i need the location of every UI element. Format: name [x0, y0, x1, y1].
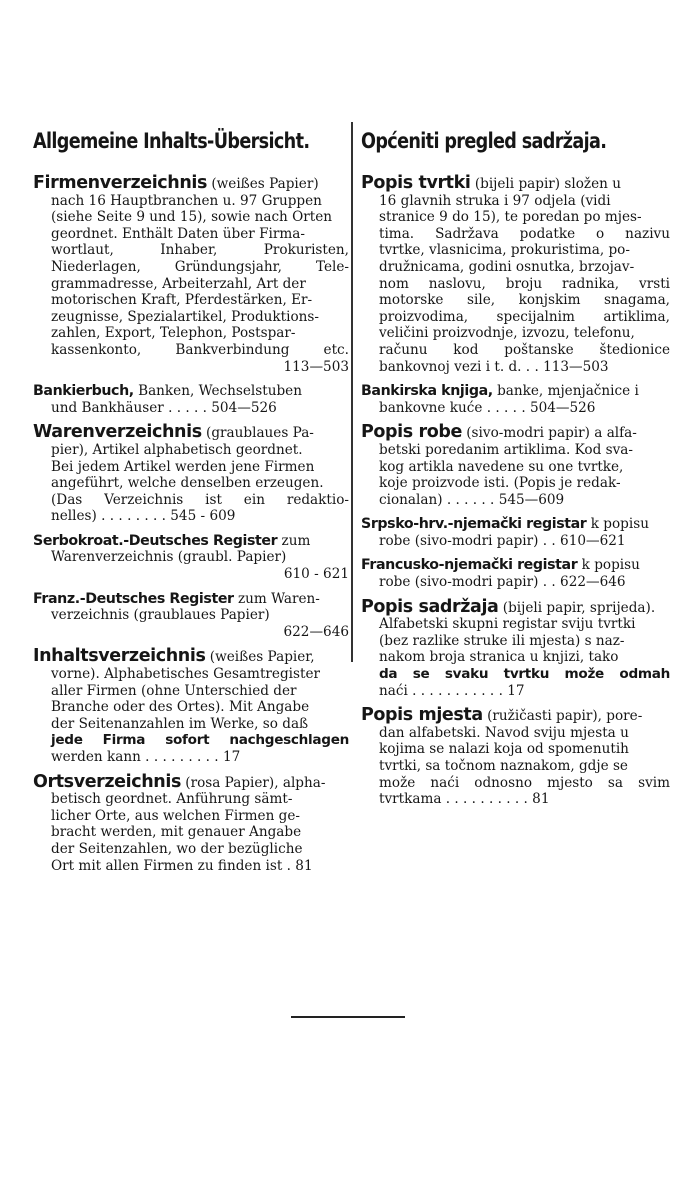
toc-text: und Bankhäuser . . . . . 504—526 — [51, 399, 277, 416]
toc-text: (rosa Papier), alpha- — [180, 774, 326, 791]
toc-term: Inhaltsverzeichnis — [33, 646, 206, 667]
toc-text: dan alfabetski. Navod sviju mjesta u — [379, 724, 629, 741]
toc-text: 16 glavnih struka i 97 odjela (vidi — [379, 192, 611, 209]
toc-line — [33, 716, 349, 733]
toc-line — [361, 758, 670, 775]
toc-line — [361, 359, 670, 376]
toc-line — [361, 666, 670, 683]
toc-text: 113—503 — [283, 358, 349, 375]
toc-text: (sivo-modri papir) a alfa- — [461, 425, 637, 442]
left-column-german — [33, 128, 349, 882]
toc-line — [361, 442, 670, 459]
toc-term: Popis sadržaja — [361, 596, 499, 617]
toc-line — [361, 276, 670, 293]
toc-text: aller Firmen (ohne Unterschied der — [51, 682, 297, 699]
toc-line — [33, 607, 349, 624]
toc-text: može naći odnosno mjesto sa svim — [379, 774, 670, 791]
toc-text: bracht werden, mit genauer Angabe — [51, 824, 302, 841]
toc-text: zeugnisse, Spezialartikel, Produktions- — [51, 308, 319, 325]
toc-text: tima. Sadržava podatke o nazivu — [379, 225, 670, 242]
toc-term: Popis robe — [361, 422, 462, 443]
toc-term: Firmenverzeichnis — [33, 173, 208, 193]
toc-text: (bijeli papir, sprijeda). — [498, 599, 656, 616]
toc-text: Branche oder des Ortes). Mit Angabe — [51, 699, 310, 716]
toc-line — [361, 475, 670, 492]
toc-entry — [33, 648, 349, 765]
toc-text: kog artikla navedene su one tvrtke, — [379, 458, 624, 475]
toc-text: k popisu — [577, 557, 640, 574]
toc-text: nakom broja stranica u knjizi, tako — [379, 649, 619, 666]
toc-text: zahlen, Export, Telephon, Postspar- — [51, 325, 296, 342]
toc-line — [361, 309, 670, 326]
toc-text: grammadresse, Arbeiterzahl, Art der — [51, 275, 306, 292]
toc-text: tvrtkama . . . . . . . . . . 81 — [379, 791, 550, 808]
toc-line — [33, 841, 349, 858]
toc-text: 610 - 621 — [283, 566, 349, 583]
toc-line — [33, 808, 349, 825]
toc-text: nelles) . . . . . . . . 545 - 609 — [51, 508, 236, 525]
toc-text: betisch geordnet. Anführung sämt- — [51, 791, 293, 808]
toc-line — [33, 791, 349, 808]
toc-line — [33, 242, 349, 259]
toc-line — [33, 442, 349, 459]
toc-entry — [33, 771, 349, 875]
toc-text: Alfabetski skupni registar sviju tvrtki — [379, 616, 636, 633]
footer-rule — [291, 1016, 405, 1018]
toc-line — [361, 325, 670, 342]
toc-line — [361, 400, 670, 417]
toc-line — [361, 259, 670, 276]
toc-line — [33, 492, 349, 509]
toc-text: zum — [277, 532, 311, 549]
toc-text: nom naslovu, broju radnika, vrsti — [379, 275, 670, 292]
toc-line — [361, 791, 670, 808]
toc-text: motorske sile, konjskim snagama, — [379, 292, 670, 309]
toc-text: koje proizvode isti. (Popis je redak- — [379, 475, 621, 492]
toc-line — [361, 741, 670, 758]
toc-entry — [361, 596, 670, 700]
toc-text: Bei jedem Artikel werden jene Firmen — [51, 458, 315, 475]
toc-text: banke, mjenjačnice i — [492, 383, 639, 400]
toc-text: verzeichnis (graublaues Papier) — [51, 607, 270, 624]
toc-line — [33, 259, 349, 276]
toc-term: Srpsko-hrv.-njemački registar — [361, 516, 587, 533]
toc-text: kassenkonto, Bankverbindung etc. — [51, 341, 349, 358]
toc-line — [361, 459, 670, 476]
toc-line — [33, 648, 349, 666]
toc-line — [361, 209, 670, 226]
toc-text: vorne). Alphabetisches Gesamtregister — [51, 666, 320, 683]
toc-text: (weißes Papier, — [205, 649, 315, 666]
toc-line — [361, 383, 670, 400]
toc-line — [361, 633, 670, 650]
toc-line — [361, 492, 670, 509]
toc-term: Popis tvrtki — [361, 173, 471, 193]
toc-line — [361, 242, 670, 259]
toc-line — [33, 459, 349, 476]
toc-entry — [33, 175, 349, 375]
toc-line — [361, 516, 670, 533]
toc-term: Popis mjesta — [361, 705, 483, 726]
toc-text: zum Waren- — [233, 590, 320, 607]
toc-line — [361, 775, 670, 792]
toc-line — [361, 175, 670, 193]
toc-line — [33, 383, 349, 400]
toc-entry — [361, 707, 670, 808]
toc-entry — [33, 424, 349, 525]
column-divider — [351, 122, 353, 662]
toc-text: werden kann . . . . . . . . . 17 — [51, 749, 241, 765]
toc-text: tvrtki, sa točnom naznakom, gdje se — [379, 758, 628, 774]
toc-line — [33, 309, 349, 326]
toc-line — [33, 359, 349, 376]
toc-text: robe (sivo-modri papir) . . 610—621 — [379, 532, 626, 549]
toc-text: tvrtke, vlasnicima, prokuristima, po- — [379, 242, 630, 259]
toc-line — [33, 666, 349, 683]
toc-text: veličini proizvodnje, izvozu, telefonu, — [379, 325, 635, 342]
toc-text: betski poredanim artiklima. Kod sva- — [379, 441, 633, 458]
toc-text: der Seitenzahlen, wo der bezügliche — [51, 840, 303, 857]
toc-text: Banken, Wechselstuben — [133, 383, 302, 400]
left-heading: Allgemeine Inhalts-Übersicht. — [33, 129, 310, 154]
toc-text: robe (sivo-modri papir) . . 622—646 — [379, 574, 626, 591]
toc-entry — [361, 557, 670, 590]
toc-line — [33, 624, 349, 641]
toc-line — [361, 342, 670, 359]
toc-text: bankovnoj vezi i t. d. . . 113—503 — [379, 358, 609, 375]
toc-text: da se svaku tvrtku može odmah — [379, 666, 670, 683]
toc-entry — [33, 383, 349, 416]
toc-line — [33, 193, 349, 210]
toc-text: Niederlagen, Gründungsjahr, Tele- — [51, 258, 349, 275]
toc-entry — [361, 383, 670, 416]
toc-line — [33, 732, 349, 749]
toc-line — [33, 424, 349, 442]
toc-term: Franz.-Deutsches Register — [33, 590, 234, 607]
toc-term: Ortsverzeichnis — [33, 771, 181, 792]
toc-text: k popisu — [586, 516, 649, 533]
toc-entry — [361, 424, 670, 508]
toc-line — [361, 649, 670, 666]
toc-entry — [33, 591, 349, 641]
toc-line — [33, 508, 349, 525]
toc-line — [33, 591, 349, 608]
toc-line — [33, 749, 349, 766]
toc-line — [361, 533, 670, 550]
toc-text: (weißes Papier) — [207, 176, 319, 192]
toc-text: stranice 9 do 15), te poredan po mjes- — [379, 209, 642, 226]
toc-line — [33, 292, 349, 309]
toc-text: pier), Artikel alphabetisch geordnet. — [51, 441, 303, 458]
toc-line — [361, 226, 670, 243]
right-heading: Općeniti pregled sadržaja. — [361, 129, 607, 154]
left-sections — [33, 175, 349, 874]
toc-line — [33, 699, 349, 716]
toc-line — [361, 616, 670, 633]
toc-line — [361, 683, 670, 700]
toc-text: (siehe Seite 9 und 15), sowie nach Orten — [51, 209, 333, 226]
toc-line — [33, 342, 349, 359]
toc-text: nach 16 Hauptbranchen u. 97 Gruppen — [51, 192, 322, 209]
toc-text: Warenverzeichnis (graubl. Papier) — [51, 549, 287, 566]
toc-text: angeführt, welche denselben erzeugen. — [51, 475, 324, 492]
toc-text: geordnet. Enthält Daten über Firma- — [51, 225, 305, 242]
toc-line — [361, 574, 670, 591]
toc-line — [361, 557, 670, 574]
toc-line — [361, 596, 670, 617]
toc-term: Francusko-njemački registar — [361, 557, 578, 574]
toc-entry — [33, 533, 349, 583]
toc-text: kojima se nalazi koja od spomenutih — [379, 741, 629, 758]
toc-text: jede Firma sofort nachgeschlagen — [51, 732, 349, 749]
toc-text: licher Orte, aus welchen Firmen ge- — [51, 807, 301, 824]
toc-line — [33, 858, 349, 875]
toc-text: wortlaut, Inhaber, Prokuristen, — [51, 242, 349, 259]
toc-line — [33, 683, 349, 700]
toc-term: Warenverzeichnis — [33, 422, 202, 443]
toc-line — [33, 549, 349, 566]
toc-text: (bez razlike struke ili mjesta) s naz- — [379, 632, 625, 649]
toc-text: 622—646 — [283, 623, 349, 640]
toc-entry — [361, 175, 670, 375]
toc-line — [33, 475, 349, 492]
right-sections — [361, 175, 670, 808]
toc-text: računu kod poštanske štedionice — [379, 341, 670, 358]
toc-text: (ružičasti papir), pore- — [482, 708, 643, 725]
toc-line — [33, 209, 349, 226]
toc-text: naći . . . . . . . . . . . 17 — [379, 682, 525, 699]
toc-entry — [361, 516, 670, 549]
toc-line — [33, 824, 349, 841]
right-column-croatian — [361, 128, 670, 816]
toc-line — [361, 193, 670, 210]
toc-text: motorischen Kraft, Pferdestärken, Er- — [51, 292, 313, 309]
toc-term: Serbokroat.-Deutsches Register — [33, 532, 278, 549]
toc-text: Ort mit allen Firmen zu finden ist . 81 — [51, 857, 313, 874]
toc-line — [361, 292, 670, 309]
toc-text: (bijeli papir) složen u — [470, 176, 621, 192]
toc-line — [33, 226, 349, 243]
toc-text: družnicama, godini osnutka, brzojav- — [379, 258, 635, 275]
toc-line — [33, 566, 349, 583]
toc-text: (Das Verzeichnis ist ein redaktio- — [51, 491, 349, 508]
toc-line — [361, 707, 670, 725]
toc-line — [33, 533, 349, 550]
toc-text: der Seitenanzahlen im Werke, so daß — [51, 715, 309, 732]
toc-term: Bankirska knjiga, — [361, 383, 493, 400]
toc-text: bankovne kuće . . . . . 504—526 — [379, 399, 596, 416]
toc-line — [33, 400, 349, 417]
toc-line — [361, 424, 670, 442]
toc-line — [33, 276, 349, 293]
toc-line — [361, 725, 670, 742]
toc-text: cionalan) . . . . . . 545—609 — [379, 491, 565, 508]
toc-line — [33, 325, 349, 342]
toc-text: proizvodima, specijalnim artiklima, — [379, 308, 670, 325]
toc-line — [33, 175, 349, 193]
toc-text: (graublaues Pa- — [201, 425, 314, 442]
toc-line — [33, 771, 349, 792]
toc-term: Bankierbuch, — [33, 383, 134, 400]
